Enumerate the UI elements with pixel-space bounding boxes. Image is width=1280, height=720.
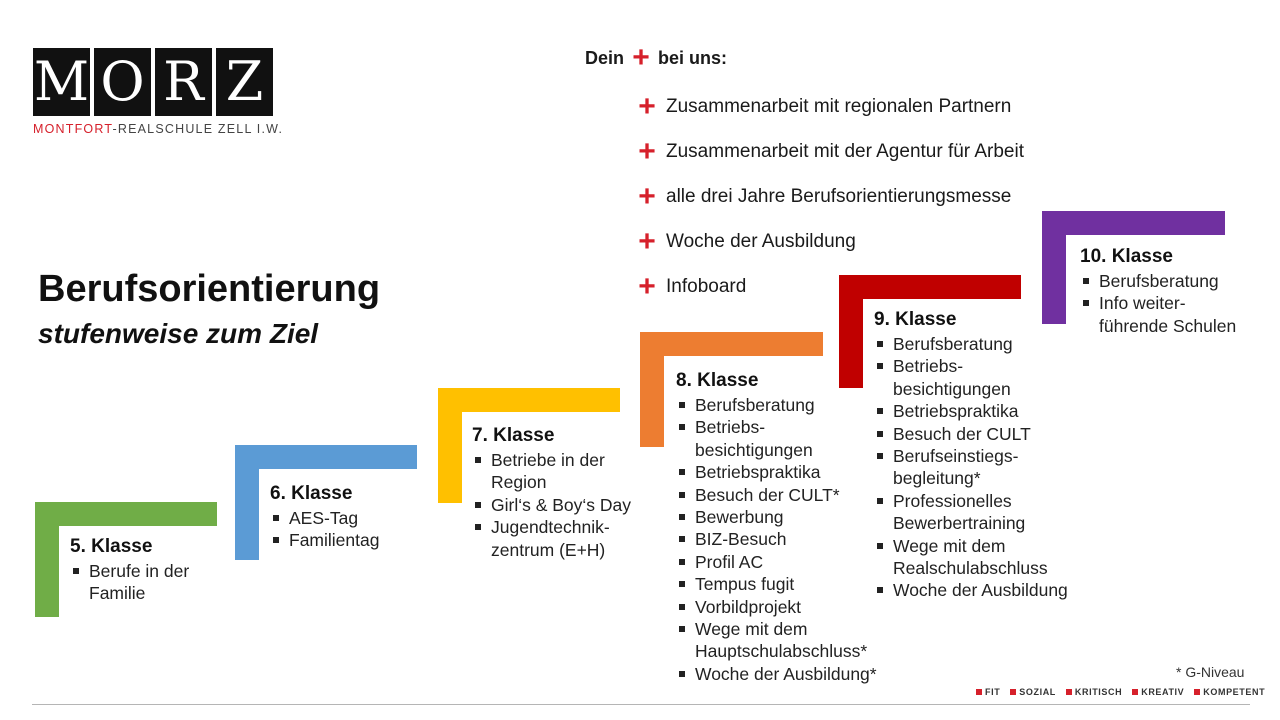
red-square-icon — [976, 689, 982, 695]
step-list-item: Vorbildprojekt — [676, 596, 886, 618]
plus-heading-before: Dein — [585, 47, 625, 68]
step-list-item: Familientag — [270, 529, 420, 551]
logo-letter: M — [33, 48, 90, 116]
step-9-klasse — [874, 309, 1074, 602]
step-list-item: Professionelles Bewerbertraining — [874, 490, 1053, 535]
value-item — [976, 687, 1000, 697]
step-8-klasse — [676, 370, 886, 685]
step-stem-6 — [235, 445, 259, 560]
logo-school-name — [33, 122, 284, 136]
logo-school-name-accent: MONTFORT — [33, 122, 113, 136]
logo-letter: O — [94, 48, 151, 116]
step-bar-10 — [1042, 211, 1225, 235]
step-heading: 8. Klasse — [676, 370, 759, 391]
plus-heading — [585, 41, 728, 74]
step-heading: 7. Klasse — [472, 425, 555, 446]
plus-item-label: Zusammenarbeit mit der Agentur für Arbeit — [666, 140, 1024, 162]
value-label: KOMPETENT — [1203, 687, 1266, 697]
step-list-item: Woche der Ausbildung* — [676, 663, 886, 685]
footnote: * G-Niveau — [1176, 664, 1245, 680]
page-title: Berufsorientierung — [38, 268, 381, 310]
step-stem-5 — [35, 502, 59, 617]
plus-item-label: Woche der Ausbildung — [666, 230, 856, 252]
step-heading: 9. Klasse — [874, 309, 957, 330]
step-list-item: Jugendtechnik-zentrum (E+H) — [472, 516, 619, 561]
plus-icon: + — [638, 89, 656, 123]
step-list-item: Berufsberatung — [1080, 270, 1255, 292]
step-list — [70, 560, 220, 605]
step-list-item: Wege mit dem Hauptschulabschluss* — [676, 618, 865, 663]
value-label: FIT — [985, 687, 1001, 697]
plus-list-item — [636, 219, 1024, 264]
step-10-klasse — [1080, 246, 1255, 337]
value-label: SOZIAL — [1019, 687, 1056, 697]
step-bar-8 — [640, 332, 823, 356]
step-7-klasse — [472, 425, 642, 561]
value-item — [1132, 687, 1184, 697]
page-subtitle: stufenweise zum Ziel — [38, 318, 319, 349]
logo-letter: Z — [216, 48, 273, 116]
value-item — [1010, 687, 1056, 697]
red-square-icon — [1194, 689, 1200, 695]
step-heading: 10. Klasse — [1080, 246, 1173, 267]
step-heading: 6. Klasse — [270, 483, 353, 504]
step-list-item: Betriebs-besichtigungen — [874, 355, 1023, 400]
step-list-item: Besuch der CULT — [874, 423, 1074, 445]
red-square-icon — [1066, 689, 1072, 695]
plus-item-label: Infoboard — [666, 275, 747, 297]
plus-list-item — [636, 84, 1024, 129]
step-list — [1080, 270, 1255, 337]
value-item — [1066, 687, 1122, 697]
plus-icon: + — [638, 224, 656, 258]
footer-divider — [32, 704, 1250, 705]
step-bar-9 — [839, 275, 1021, 299]
step-list — [874, 333, 1074, 602]
plus-icon: + — [638, 179, 656, 213]
step-list-item: Berufe in der Familie — [70, 560, 220, 605]
step-list-item: Profil AC — [676, 551, 886, 573]
plus-heading-after: bei uns: — [658, 47, 728, 68]
plus-icon: + — [638, 269, 656, 303]
step-list-item: Woche der Ausbildung — [874, 579, 1074, 601]
step-6-klasse — [270, 483, 420, 552]
plus-list-item — [636, 129, 1024, 174]
step-list-item: Betriebs-besichtigungen — [676, 416, 825, 461]
step-list — [676, 394, 886, 685]
step-5-klasse — [70, 536, 220, 605]
step-list-item: Info weiter-führende Schulen — [1080, 292, 1249, 337]
step-bar-6 — [235, 445, 417, 469]
plus-item-label: Zusammenarbeit mit regionalen Partnern — [666, 95, 1012, 117]
step-list-item: AES-Tag — [270, 507, 420, 529]
step-bar-5 — [35, 502, 217, 526]
step-bar-7 — [438, 388, 620, 412]
step-list-item: Berufsberatung — [874, 333, 1074, 355]
step-list-item: Betriebspraktika — [676, 461, 886, 483]
step-stem-10 — [1042, 211, 1066, 324]
logo-letter: R — [155, 48, 212, 116]
plus-list-item — [636, 174, 1024, 219]
step-list-item: Girl‘s & Boy‘s Day — [472, 494, 642, 516]
step-list — [270, 507, 420, 552]
step-list-item: Tempus fugit — [676, 573, 886, 595]
step-list-item: Betriebe in der Region — [472, 449, 621, 494]
step-list — [472, 449, 642, 561]
step-heading: 5. Klasse — [70, 536, 153, 557]
step-list-item: Berufsberatung — [676, 394, 886, 416]
step-stem-8 — [640, 332, 664, 447]
red-square-icon — [1010, 689, 1016, 695]
school-logo — [33, 48, 284, 136]
value-label: KREATIV — [1141, 687, 1185, 697]
plus-item-label: alle drei Jahre Berufsorientierungsmesse — [666, 185, 1012, 207]
value-label: KRITISCH — [1074, 687, 1123, 697]
step-list-item: Betriebspraktika — [874, 400, 1074, 422]
step-list-item: Wege mit dem Realschulabschluss — [874, 535, 1073, 580]
red-square-icon — [1132, 689, 1138, 695]
step-list-item: Berufseinstiegs-begleitung* — [874, 445, 1033, 490]
value-item — [1194, 687, 1265, 697]
step-stem-9 — [839, 275, 863, 388]
step-list-item: Bewerbung — [676, 506, 886, 528]
step-stem-7 — [438, 388, 462, 503]
step-list-item: Besuch der CULT* — [676, 484, 886, 506]
plus-icon: + — [638, 134, 656, 168]
logo-letters — [33, 48, 273, 116]
step-list-item: BIZ-Besuch — [676, 528, 886, 550]
school-values — [976, 687, 1265, 697]
logo-school-name-rest: -REALSCHULE ZELL I.W. — [112, 122, 284, 136]
plus-icon: + — [632, 41, 650, 74]
